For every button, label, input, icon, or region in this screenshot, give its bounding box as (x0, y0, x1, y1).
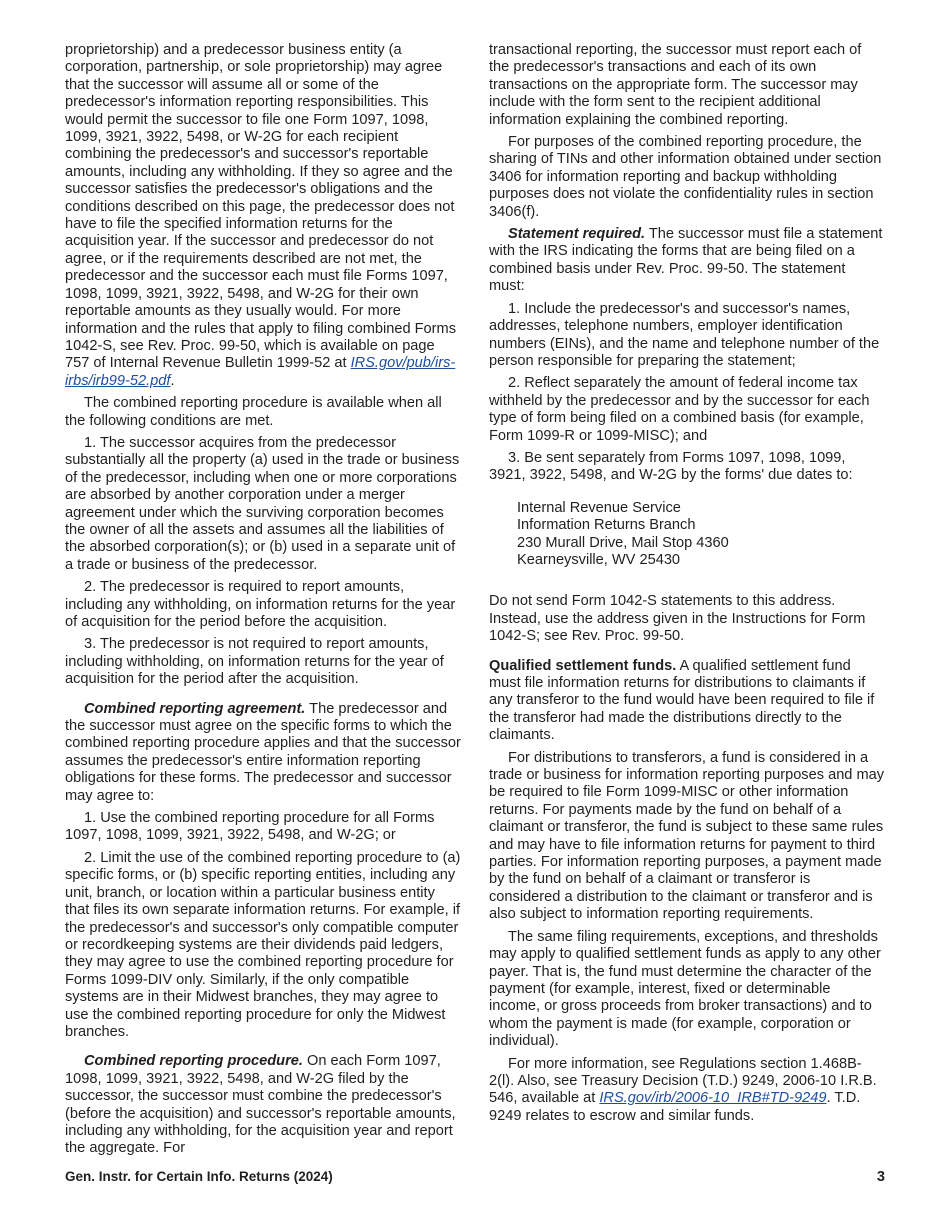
paragraph: Do not send Form 1042-S statements to this address. Instead, use the address given in the Instructions for Form 1042-S; see Rev. Proc. 99-50. (489, 593, 866, 645)
address-line: Kearneysville, WV 25430 (517, 551, 681, 568)
left-column (65, 42, 461, 1163)
paragraph: For purposes of the combined reporting procedure, the sharing of TINs and other information obtained under section 3406 for information reporting and backup withholding purposes does not violate the confidentiality rules in section 3406(f). (489, 134, 882, 220)
right-column (489, 42, 885, 1130)
paragraph: For distributions to transferors, a fund is considered in a trade or business for information reporting purposes and may be required to file Form 1099-MISC or other information returns. For payments made by the fund on behalf of a claimant or transferor, the fund is subject to these same rules and may have to file information returns for payment to third parties. For information reporting purposes, a payment made by the fund on behalf of a claimant or transferor is considered a distribution to the claimant or transferor and is also subject to information reporting requirements. (489, 749, 885, 923)
qualified-settlement-funds-heading: Qualified settlement funds. (489, 657, 677, 674)
irb99-52-link[interactable]: IRS.gov/pub/irs-irbs/irb99-52.pdf (65, 355, 456, 389)
irs-mailing-address (517, 500, 885, 570)
list-item: 3. The predecessor is not required to report amounts, including withholding, on information returns for the year of acquisition for the period after the acquisition. (65, 636, 444, 688)
list-item: 1. Use the combined reporting procedure for all Forms 1097, 1098, 1099, 3921, 3922, 5498, and W-2G; or (65, 810, 435, 844)
combined-reporting-procedure-heading: Combined reporting procedure. (84, 1053, 303, 1070)
paragraph: transactional reporting, the successor must report each of the predecessor's transactions and each of its own transactions on the appropriate form. The successor may include with the form sent to the recipient additional information explaining the combined reporting. (489, 42, 862, 128)
address-line: Information Returns Branch (517, 517, 696, 534)
address-line: Internal Revenue Service (517, 499, 681, 516)
paragraph: Qualified settlement funds. A qualified settlement fund must file information returns for distributions to claimants if any transferor to the fund would have been required to file if the transferor had made the distributions directly to the claimants. (489, 657, 875, 744)
paragraph: Combined reporting procedure. On each Form 1097, 1098, 1099, 3921, 3922, 5498, and W-2G filed by the successor, the successor must combine the predecessor's (before the acquisition) and successor's reportable amounts, including any withholding, for the acquisition year and report the aggregate. For (65, 1053, 456, 1157)
paragraph: proprietorship) and a predecessor business entity (a corporation, partnership, or sole proprietorship) may agree that the successor will assume all or some of the predecessor's information reporting responsibilities. This would permit the successor to file one Form 1097, 1098, 1099, 3921, 3922, 5498, or W-2G for each recipient combining the predecessor's and successor's reportable amounts, including any withholding. If they so agree and the successor satisfies the predecessor's obligations and the conditions described on this page, the predecessor does not have to file the specified information returns for the acquisition year. If the successor and predecessor do not agree, or if the requirements described are not met, the predecessor and the successor each must file Forms 1097, 1098, 1099, 3921, 3922, 5498, and W-2G for their own reportable amounts as they usually would. For more information and the rules that apply to filing combined Forms 1042-S, see Rev. Proc. 99-50, which is available on page 757 of Internal Revenue Bulletin 1999-52 at IRS.gov/pub/irs-irbs/irb99-52.pdf. (65, 42, 456, 389)
page-number: 3 (876, 1169, 885, 1185)
paragraph: Combined reporting agreement. The predecessor and the successor must agree on the specific forms to which the combined reporting procedure applies and that the successor assumes the predecessor's entire information reporting obligations for these forms. The predecessor and successor may agree to: (65, 700, 461, 804)
footer-title: Gen. Instr. for Certain Info. Returns (2024) (65, 1169, 333, 1184)
list-item: 2. Limit the use of the combined reporting procedure to (a) specific forms, or (b) specific reporting entities, including any unit, branch, or location within a particular business entity that files its own separate information returns. For example, if the predecessor's and successor's only compatible computer or recordkeeping systems are their dividends paid ledgers, they may agree to use the combined reporting procedure for Forms 1099-DIV only. Similarly, if the only compatible systems are in their Midwest branches, they may agree to use the combined reporting procedure for only the Midwest branches. (65, 849, 461, 1040)
td-9249-link[interactable]: IRS.gov/irb/2006-10_IRB#TD-9249 (599, 1090, 827, 1107)
list-item: 2. Reflect separately the amount of federal income tax withheld by the predecessor and by the successor for each type of form being filed on a combined basis (for example, Form 1099-R or 1099-MISC); and (489, 375, 870, 444)
paragraph: Statement required. The successor must file a statement with the IRS indicating the forms that are being filed on a combined basis under Rev. Proc. 99-50. The statement must: (489, 226, 883, 295)
list-item: 1. The successor acquires from the predecessor substantially all the property (a) used in the trade or business of the predecessor, including when one or more corporations are absorbed by another corporation under a merger agreement under which the surviving corporation becomes the owner of all the assets and assumes all the liabilities of the absorbed corporation(s); or (b) used in a separate unit of a trade or business of the predecessor. (65, 434, 460, 573)
address-line: 230 Murall Drive, Mail Stop 4360 (517, 534, 729, 551)
paragraph: For more information, see Regulations section 1.468B-2(l). Also, see Treasury Decision (T.D.) 9249, 2006-10 I.R.B. 546, available at IRS.gov/irb/2006-10_IRB#TD-9249. T.D. 9249 relates to escrow and similar funds. (489, 1055, 877, 1124)
list-item: 3. Be sent separately from Forms 1097, 1098, 1099, 3921, 3922, 5498, and W-2G by the forms' due dates to: (489, 449, 853, 484)
paragraph: The same filing requirements, exceptions, and thresholds may apply to qualified settlement funds as apply to any other payer. That is, the fund must determine the character of the payment (for example, interest, fixed or determinable income, or gross proceeds from broker transactions) and to whom the payment is made (for example, corporation or individual). (489, 928, 881, 1050)
statement-required-heading: Statement required. (508, 226, 646, 243)
list-item: 2. The predecessor is required to report amounts, including any withholding, on information returns for the year of acquisition for the period before the acquisition. (65, 579, 456, 630)
combined-reporting-agreement-heading: Combined reporting agreement. (84, 700, 306, 717)
paragraph: The combined reporting procedure is available when all the following conditions are met. (65, 395, 442, 429)
list-item: 1. Include the predecessor's and successor's names, addresses, telephone numbers, employer identification numbers (EINs), and the name and telephone number of the person responsible for preparing the statement; (489, 300, 880, 369)
